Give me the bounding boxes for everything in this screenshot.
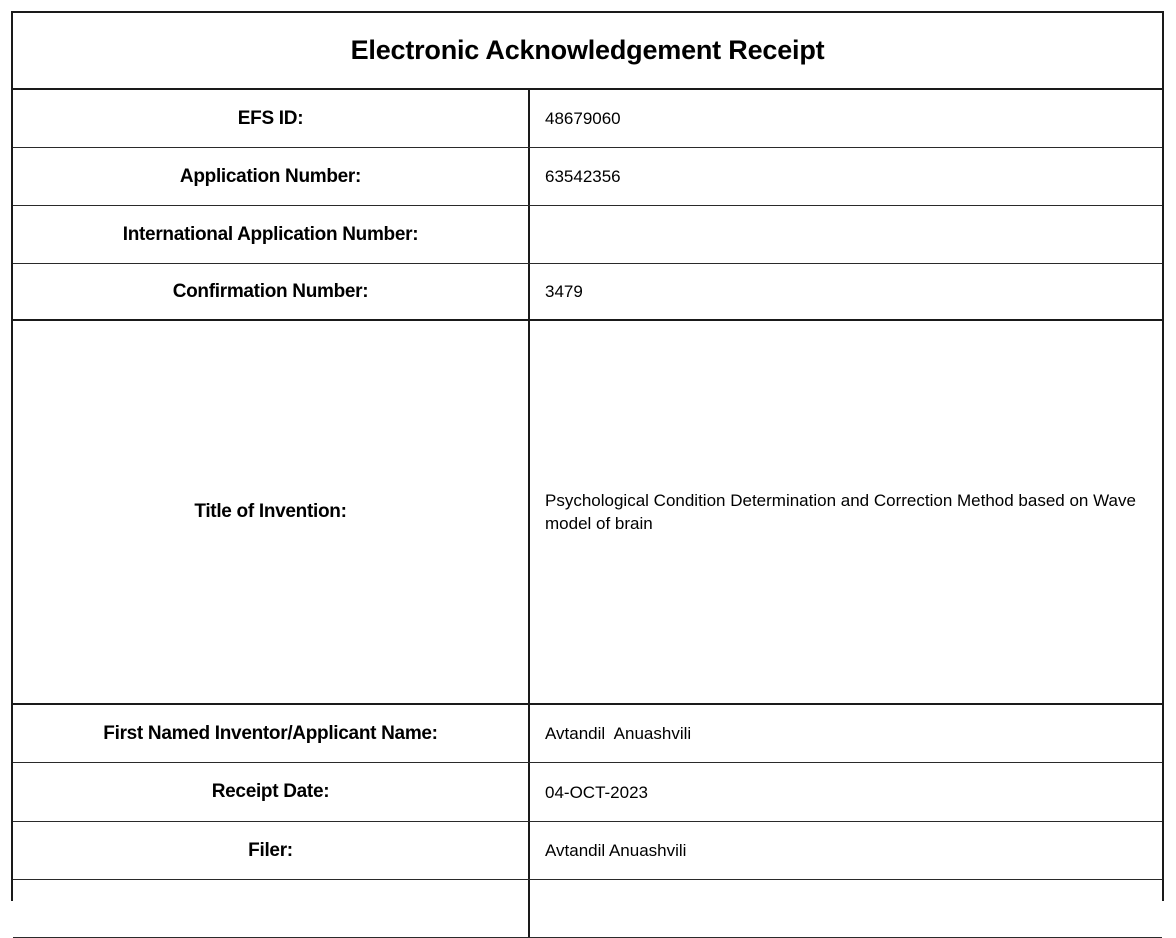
efs-id-label: EFS ID: [13,90,530,147]
international-application-number-label: International Application Number: [13,206,530,263]
receipt-header [13,13,1162,90]
first-named-inventor-value: Avtandil Anuashvili [545,724,692,743]
title-of-invention-value: Psychological Condition Determination and Correction Method based on Wave model of brain [545,491,1136,533]
row-first-named-inventor [13,705,1162,763]
row-confirmation-number [13,264,1162,321]
filer-label: Filer: [13,822,530,879]
confirmation-number-value: 3479 [545,282,583,301]
application-number-label: Application Number: [13,148,530,205]
acknowledgement-receipt-table [11,11,1164,901]
continuation-label-cell [13,880,530,937]
first-named-inventor-label: First Named Inventor/Applicant Name: [13,705,530,762]
receipt-date-label: Receipt Date: [13,763,530,821]
receipt-date-value: 04-OCT-2023 [545,782,648,802]
row-filer [13,822,1162,880]
row-title-of-invention [13,321,1162,705]
continuation-value-cell [530,880,1162,937]
efs-id-value: 48679060 [545,109,621,128]
row-international-application-number [13,206,1162,264]
row-efs-id [13,90,1162,148]
row-continuation [13,880,1162,938]
receipt-title: Electronic Acknowledgement Receipt [350,35,825,65]
application-number-value: 63542356 [545,167,621,186]
row-receipt-date [13,763,1162,822]
filer-value: Avtandil Anuashvili [545,841,687,860]
confirmation-number-label: Confirmation Number: [13,264,530,319]
international-application-number-value [530,206,1162,263]
title-of-invention-label: Title of Invention: [13,321,530,703]
row-application-number [13,148,1162,206]
